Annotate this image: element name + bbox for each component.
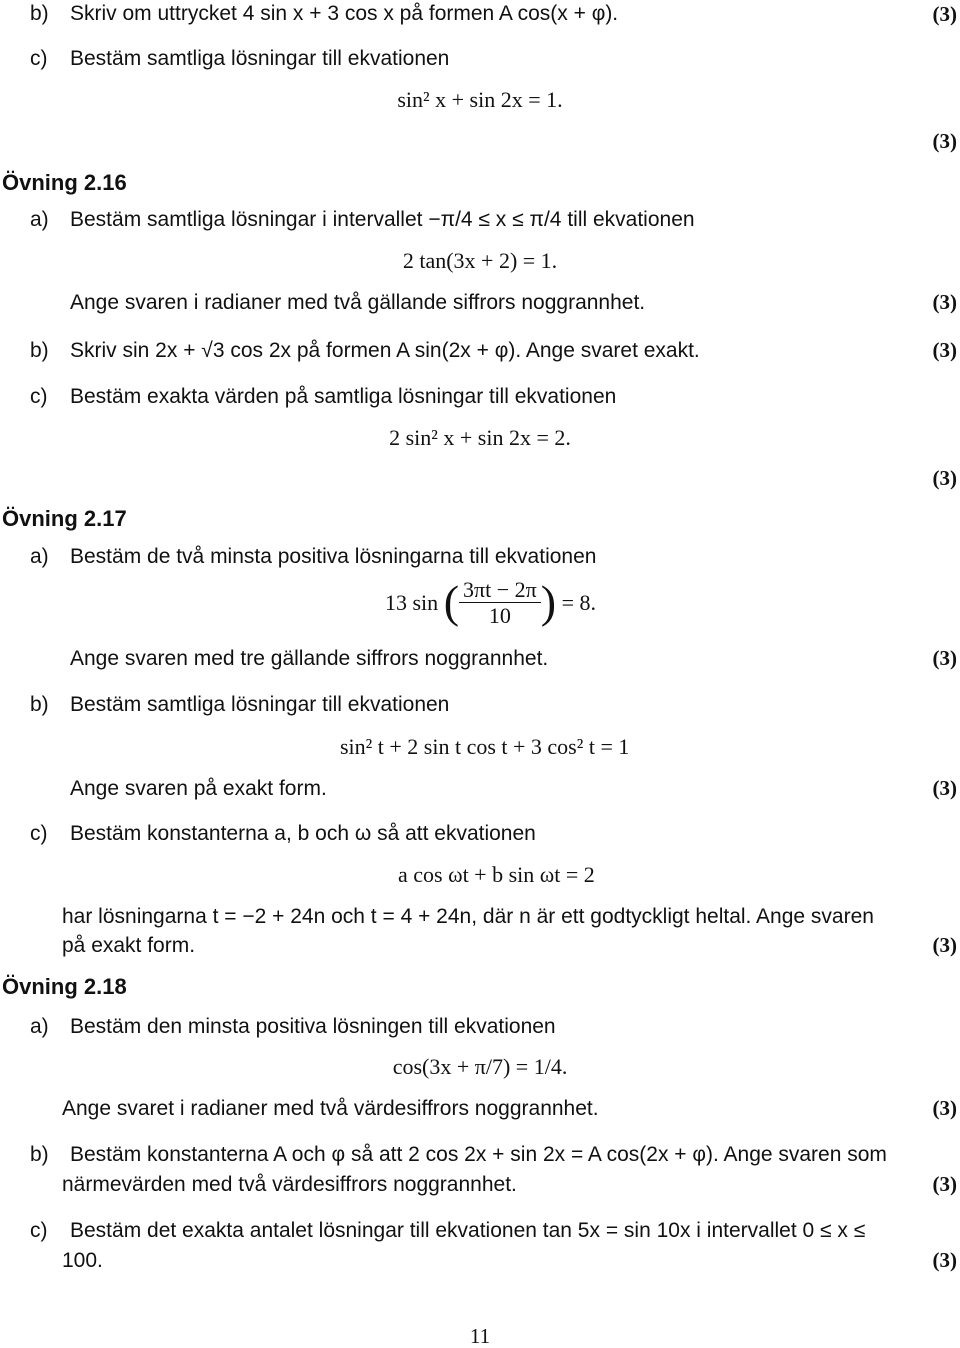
ex16-b: [30, 340, 700, 361]
right-paren: ): [540, 576, 557, 627]
ex16-c-equation: 2 sin² x + sin 2x = 2.: [389, 425, 571, 450]
ex16-a: [30, 209, 695, 230]
ex17-b-equation: sin² t + 2 sin t cos t + 3 cos² t = 1: [340, 734, 630, 759]
ex17-a-eq-prefix: 13 sin: [385, 589, 439, 615]
ex18-a: [30, 1016, 556, 1037]
ex17-a-label: a): [30, 545, 49, 568]
ex18-heading: Övning 2.18: [2, 974, 127, 999]
ex18-c-text2: 100.: [62, 1249, 103, 1272]
ex17-a-text: Bestäm de två minsta positiva lösningarna till ekvationen: [70, 545, 597, 568]
ex17-b-label: b): [30, 693, 49, 716]
ex15-b-label: b): [30, 2, 49, 25]
ex17-a-eq-numerator: 3πt − 2π: [459, 577, 541, 603]
ex15-c-text: Bestäm samtliga lösningar till ekvationen: [70, 47, 450, 70]
ex17-b-text: Bestäm samtliga lösningar till ekvationen: [70, 693, 450, 716]
ex17-a-equation: [385, 576, 596, 629]
ex18-a-points: (3): [932, 1096, 957, 1120]
ex17-b-note: Ange svaren på exakt form.: [70, 777, 327, 800]
ex15-b-text: Skriv om uttrycket 4 sin x + 3 cos x på formen A cos(x + φ).: [70, 2, 619, 25]
ex17-c: [30, 823, 536, 844]
ex17-a-eq-suffix: = 8.: [561, 589, 596, 615]
ex16-c-label: c): [30, 385, 48, 408]
page-number: 11: [469, 1324, 491, 1348]
ex17-a-eq-denominator: 10: [488, 602, 511, 628]
ex15-c-points: (3): [932, 129, 957, 153]
ex18-a-note: Ange svaret i radianer med två värdesiffrors noggrannhet.: [62, 1097, 599, 1120]
ex16-b-points: (3): [932, 338, 957, 362]
ex18-b-text1: Bestäm konstanterna A och φ så att 2 cos 2x + sin 2x = A cos(2x + φ). Ange svaren som: [70, 1143, 887, 1166]
ex16-a-points: (3): [932, 290, 957, 314]
ex18-c: [30, 1220, 865, 1241]
ex15-b-points: (3): [932, 2, 957, 26]
ex18-c-label: c): [30, 1219, 48, 1242]
ex18-b-label: b): [30, 1143, 49, 1166]
ex16-a-label: a): [30, 208, 49, 231]
ex18-c-points: (3): [932, 1248, 957, 1272]
ex16-a-text: Bestäm samtliga lösningar i intervallet −π/4 ≤ x ≤ π/4 till ekvationen: [70, 208, 695, 231]
ex17-a-points: (3): [932, 646, 957, 670]
ex15-b: [30, 3, 618, 24]
ex17-c-points: (3): [932, 933, 957, 957]
ex16-c-text: Bestäm exakta värden på samtliga lösningar till ekvationen: [70, 385, 617, 408]
ex18-b: [30, 1144, 887, 1165]
ex18-b-points: (3): [932, 1172, 957, 1196]
ex17-c-note2: på exakt form.: [62, 934, 196, 957]
ex17-c-note1: har lösningarna t = −2 + 24n och t = 4 + 24n, där n är ett godtyckligt heltal. Ange svaren: [62, 905, 874, 928]
ex17-a-note: Ange svaren med tre gällande siffrors noggrannhet.: [70, 647, 549, 670]
ex18-a-equation: cos(3x + π/7) = 1/4.: [392, 1054, 568, 1079]
ex17-c-label: c): [30, 822, 48, 845]
ex17-a-fraction: [459, 577, 541, 629]
ex17-heading: Övning 2.17: [2, 506, 127, 531]
ex16-c: [30, 386, 616, 407]
left-paren: (: [443, 576, 460, 627]
ex16-b-label: b): [30, 339, 49, 362]
ex18-a-label: a): [30, 1015, 49, 1038]
ex16-c-points: (3): [932, 466, 957, 490]
ex15-c: [30, 48, 449, 69]
ex15-c-label: c): [30, 47, 48, 70]
ex16-a-equation: 2 tan(3x + 2) = 1.: [402, 248, 558, 273]
ex16-heading: Övning 2.16: [2, 170, 127, 195]
ex15-c-equation: sin² x + sin 2x = 1.: [397, 87, 563, 112]
ex17-c-text: Bestäm konstanterna a, b och ω så att ekvationen: [70, 822, 536, 845]
ex16-a-note: Ange svaren i radianer med två gällande siffrors noggrannhet.: [70, 291, 646, 314]
ex18-c-text1: Bestäm det exakta antalet lösningar till ekvationen tan 5x = sin 10x i intervallet 0 ≤ x ≤: [70, 1219, 866, 1242]
ex17-b-points: (3): [932, 776, 957, 800]
ex17-b: [30, 694, 449, 715]
ex18-a-text: Bestäm den minsta positiva lösningen till ekvationen: [70, 1015, 556, 1038]
ex17-c-equation: a cos ωt + b sin ωt = 2: [398, 862, 595, 887]
ex17-a: [30, 546, 596, 567]
ex16-b-text: Skriv sin 2x + √3 cos 2x på formen A sin(2x + φ). Ange svaret exakt.: [70, 339, 700, 362]
ex18-b-text2: närmevärden med två värdesiffrors noggrannhet.: [62, 1173, 517, 1196]
